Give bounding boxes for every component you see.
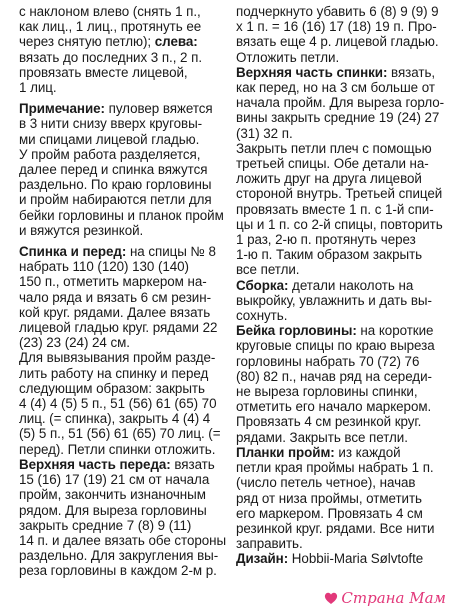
text-line xyxy=(236,536,442,551)
text-line xyxy=(236,445,442,460)
line-text: провязать вместе 1 п. с 1-й спи- xyxy=(236,201,434,217)
text-line xyxy=(236,217,442,232)
line-text: Hobbii-Maria Sølvtofte xyxy=(288,551,424,567)
line-text: чало ряда и вязать 6 см резин- xyxy=(19,289,211,305)
text-line xyxy=(19,381,219,396)
line-text: Для вывязывания пройм разде- xyxy=(19,350,216,366)
text-line xyxy=(19,503,219,518)
text-line xyxy=(236,475,442,490)
line-text: вязать еще 4 р. лицевой гладью. xyxy=(236,34,439,50)
text-line xyxy=(236,80,442,95)
text-line xyxy=(236,171,442,186)
line-text: через снятую петлю); xyxy=(19,34,152,50)
line-text: бейки горловины и планок пройм xyxy=(19,207,224,223)
text-line xyxy=(19,65,219,80)
line-text: 150 п., отметить маркером на- xyxy=(19,274,207,290)
section-heading: Дизайн: xyxy=(236,551,289,567)
line-text: 14 п. и далее вязать обе стороны xyxy=(19,532,227,548)
text-line xyxy=(19,563,219,578)
line-text: и пройм набираются петли для xyxy=(19,192,212,208)
text-line xyxy=(19,244,219,259)
text-line xyxy=(236,126,442,141)
line-text: рядами. Закрыть все петли. xyxy=(236,429,408,445)
line-text: кой круг. рядами. Далее вязать xyxy=(19,304,211,320)
line-text: детали наколоть на xyxy=(288,277,414,293)
text-line xyxy=(236,110,442,125)
line-text: рядом. Для выреза горловины xyxy=(19,502,207,518)
text-line xyxy=(19,19,219,34)
line-text: Провязать 4 см резинкой круг. xyxy=(236,414,422,430)
text-line xyxy=(19,290,219,305)
line-text: раздельно. По краю горловины xyxy=(19,177,212,193)
text-line xyxy=(236,19,442,34)
line-text: (80) 82 п., начав ряд на середи- xyxy=(236,368,432,384)
text-line xyxy=(19,305,219,320)
text-line xyxy=(236,262,442,277)
text-line xyxy=(236,460,442,475)
line-text: (5) 5 п., 51 (56) 61 (65) 70 лиц. (= xyxy=(19,426,221,442)
text-line xyxy=(19,335,219,350)
line-text: ряд от низа проймы, отметить xyxy=(236,490,422,506)
line-text: круговые спицы по краю выреза xyxy=(236,338,435,354)
line-text: как лиц., 1 лиц., протянуть ее xyxy=(19,19,202,35)
line-text: (31) 32 п. xyxy=(236,125,293,141)
line-text: далее перед и спинка вяжутся xyxy=(19,162,208,178)
watermark-text: Страна Мам xyxy=(341,589,446,607)
text-line xyxy=(236,50,442,65)
text-line xyxy=(236,65,442,80)
line-text: провязать вместе лицевой, xyxy=(19,64,188,80)
section-heading: Бейка горловины: xyxy=(236,323,357,339)
line-text: на спицы № 8 xyxy=(126,244,216,260)
line-text: выкройку, увлажнить и дать вы- xyxy=(236,292,432,308)
text-line xyxy=(19,274,219,289)
line-text: 4 (4) 4 (5) 5 п., 51 (56) 61 (65) 70 xyxy=(19,396,217,412)
text-line xyxy=(19,518,219,533)
section-heading: Верхняя часть переда: xyxy=(19,456,171,472)
text-line xyxy=(19,548,219,563)
line-text: подчеркнуто убавить 6 (8) 9 (9) 9 xyxy=(236,4,439,19)
text-line xyxy=(236,232,442,247)
text-line xyxy=(19,192,219,207)
text-line xyxy=(19,34,219,49)
line-text: 1 лиц. xyxy=(19,80,57,96)
text-line xyxy=(19,411,219,426)
text-line xyxy=(19,207,224,223)
line-text: его маркером. Провязать 4 см xyxy=(236,505,423,521)
text-line xyxy=(19,147,219,162)
text-line xyxy=(236,521,442,536)
line-text: 1-ю п. Таким образом закрыть xyxy=(236,247,423,263)
text-line xyxy=(19,487,219,502)
line-text: с наклоном влево (снять 1 п., xyxy=(19,4,201,19)
text-line xyxy=(236,186,442,201)
line-text: как перед, но на 3 см больше от xyxy=(236,80,435,96)
line-text: начала пройм. Для выреза горло- xyxy=(236,95,445,111)
line-text: пройм, закончить изнаночным xyxy=(19,487,206,503)
line-text: лить работу на спинку и перед xyxy=(19,365,209,381)
section-heading: слева: xyxy=(154,34,198,50)
line-text: отметить его начало маркером. xyxy=(236,399,432,415)
line-text: 15 (16) 17 (19) 21 см от начала xyxy=(19,472,210,488)
text-line xyxy=(19,320,219,335)
text-line xyxy=(19,532,227,548)
text-line xyxy=(236,95,445,111)
text-line xyxy=(19,366,219,381)
section-heading: Спинка и перед: xyxy=(19,244,127,260)
line-text: перед). Петли спинки отложить. xyxy=(19,441,216,457)
line-text: заправить. xyxy=(236,536,303,552)
text-line xyxy=(19,50,219,65)
line-text: раздельно. Для закругления вы- xyxy=(19,548,219,564)
text-line xyxy=(236,338,442,353)
line-text: сохнуть. xyxy=(236,308,288,324)
line-text: не выреза горловины спинки, xyxy=(236,384,418,400)
text-line xyxy=(236,551,442,566)
line-text: пуловер вяжется xyxy=(104,101,213,117)
left-column xyxy=(19,4,227,579)
text-line xyxy=(19,177,219,192)
text-line xyxy=(236,354,442,369)
text-line xyxy=(19,350,219,365)
heart-logo-icon xyxy=(323,590,339,606)
text-line xyxy=(19,101,219,116)
text-line xyxy=(19,162,219,177)
text-line xyxy=(19,80,219,95)
text-line xyxy=(19,4,219,19)
text-line xyxy=(236,247,442,262)
text-line xyxy=(19,396,219,411)
line-text: горловины набрать 70 (72) 76 xyxy=(236,353,420,369)
line-text: (число петель четное), начав xyxy=(236,475,416,491)
line-text: У пройм работа разделяется, xyxy=(19,146,201,162)
section-heading: Верхняя часть спинки: xyxy=(236,64,388,80)
line-text: из каждой xyxy=(334,444,401,460)
line-text: лиц. (= спинка), закрыть 4 (4) 4 xyxy=(19,411,211,427)
text-line xyxy=(236,156,442,171)
line-text: х 1 п. = 16 (16) 17 (18) 19 п. Про- xyxy=(236,19,437,35)
section-heading: Планки пройм: xyxy=(236,444,335,460)
text-line xyxy=(236,34,442,49)
text-line xyxy=(236,141,442,156)
section-heading: Сборка: xyxy=(236,277,289,293)
line-text: реза горловины в каждом 2-м р. xyxy=(19,563,217,579)
line-text: петли края проймы набрать 1 п. xyxy=(236,460,434,476)
line-text: набрать 110 (120) 130 (140) xyxy=(19,259,189,275)
text-line xyxy=(19,116,219,131)
text-line xyxy=(19,472,219,487)
line-text: ми спицами лицевой гладью. xyxy=(19,131,200,147)
line-text: вязать, xyxy=(387,64,436,80)
text-line xyxy=(236,399,442,414)
text-line xyxy=(236,278,442,293)
line-text: вины закрыть средние 19 (24) 27 xyxy=(236,110,440,126)
line-text: следующим образом: закрыть xyxy=(19,380,205,396)
text-line xyxy=(236,4,442,19)
text-line xyxy=(236,323,442,338)
text-line xyxy=(236,414,442,429)
line-text: все петли. xyxy=(236,262,300,278)
line-text: на короткие xyxy=(356,323,434,339)
text-line xyxy=(236,491,442,506)
line-text: закрыть средние 7 (8) 9 (11) xyxy=(19,517,192,533)
text-line xyxy=(236,430,442,445)
text-line xyxy=(19,132,219,147)
line-text: ложить друг на друга лицевой xyxy=(236,171,422,187)
line-text: цы и 1 п. со 2-й спицы, повторить xyxy=(236,216,443,232)
line-text: в 3 нити снизу вверх круговы- xyxy=(19,116,203,132)
text-line xyxy=(19,259,219,274)
watermark xyxy=(323,589,446,607)
line-text: лицевой гладью круг. рядами 22 xyxy=(19,320,218,336)
text-line xyxy=(19,223,219,238)
line-text: стороной внутрь. Третьей спицей xyxy=(236,186,443,202)
line-text: третьей спицы. Обе детали на- xyxy=(236,156,429,172)
text-line xyxy=(236,308,442,323)
line-text: резинкой круг. рядами. Все нити xyxy=(236,520,435,536)
text-line xyxy=(236,293,442,308)
section-heading: Примечание: xyxy=(19,101,105,117)
line-text: вязать до последних 3 п., 2 п. xyxy=(19,49,203,65)
text-line xyxy=(236,384,442,399)
text-line xyxy=(236,506,442,521)
text-line xyxy=(19,442,219,457)
text-line xyxy=(19,457,219,472)
text-line xyxy=(236,369,442,384)
text-line xyxy=(19,426,219,441)
line-text: 1 раз, 2-ю п. протянуть через xyxy=(236,232,416,248)
text-line xyxy=(236,202,442,217)
line-text: Закрыть петли плеч с помощью xyxy=(236,140,432,156)
line-text: и вяжутся резинкой. xyxy=(19,222,144,238)
right-column xyxy=(236,4,445,567)
line-text: вязать xyxy=(170,456,215,472)
line-text: (23) 23 (24) 24 см. xyxy=(19,335,130,351)
line-text: Отложить петли. xyxy=(236,49,340,65)
